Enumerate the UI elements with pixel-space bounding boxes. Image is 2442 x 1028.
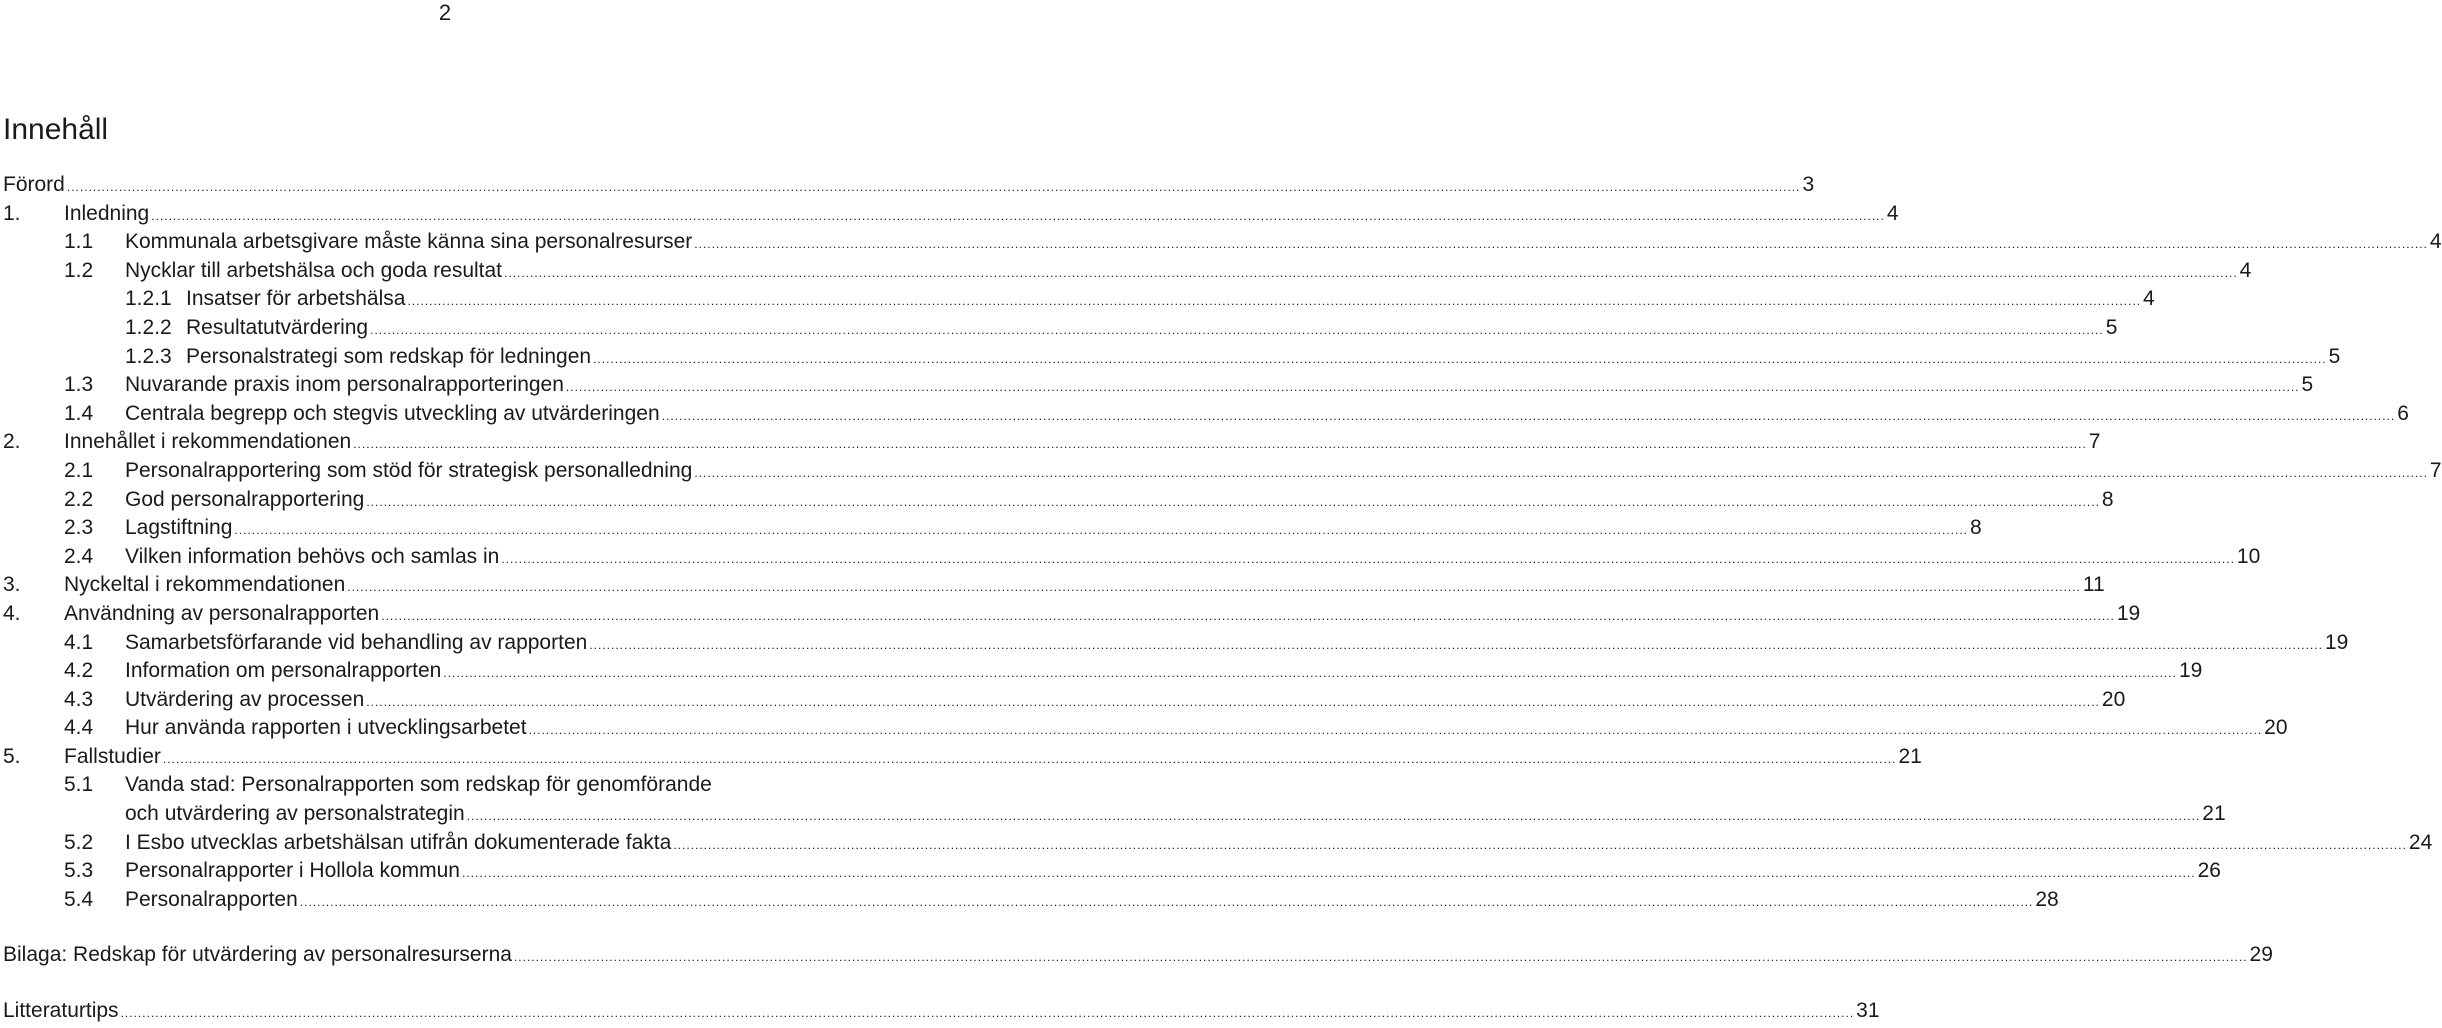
dot-leader: ................................................................................................................................................................................................................................................................................................................................................................................................................ — [66, 180, 1801, 194]
toc-line — [125, 829, 2433, 860]
toc-entry-number: 1.4 — [64, 401, 94, 425]
toc-entry-title: Information om personalrapporten — [125, 659, 442, 683]
dot-leader: ................................................................................................................................................................................................................................................................................................................................................................................................................ — [443, 666, 2177, 681]
dot-leader: ................................................................................................................................................................................................................................................................................................................................................................................................................ — [466, 809, 2201, 824]
toc-entry-title: Nyckeltal i rekommendationen — [64, 573, 346, 597]
toc-entry-2-3[interactable] — [0, 514, 1982, 543]
toc-entry-title: Vilken information behövs och samlas in — [125, 544, 500, 568]
toc-entry-number: 1.2.1 — [125, 287, 172, 311]
toc-entry-title: Nuvarande praxis inom personalrapporteringen — [125, 373, 564, 397]
toc-entry-title: Bilaga: Redskap för utvärdering av personalresurserna — [3, 943, 512, 967]
toc-entry-title: Fallstudier — [64, 744, 161, 768]
toc-line — [125, 543, 2261, 574]
toc-entry-litteraturtips[interactable] — [0, 997, 1880, 1026]
toc-entry-5-3[interactable] — [0, 857, 2221, 886]
toc-line — [64, 428, 2101, 459]
dot-leader: ................................................................................................................................................................................................................................................................................................................................................................................................................ — [513, 950, 2248, 965]
toc-entry-title: Kommunala arbetsgivare måste känna sina personalresurser — [125, 230, 693, 254]
toc-entry-page: 4 — [1886, 201, 1899, 225]
toc-entry-page: 31 — [1856, 999, 1880, 1023]
dot-leader: ................................................................................................................................................................................................................................................................................................................................................................................................................ — [353, 437, 2087, 452]
toc-entry-1-2[interactable] — [0, 257, 2252, 286]
toc-entry-title: Förord — [3, 173, 65, 196]
toc-entry-page: 19 — [2324, 630, 2349, 654]
toc-line — [125, 686, 2126, 717]
toc-entry-number: 4.1 — [64, 630, 94, 654]
toc-entry-title: Samarbetsförfarande vid behandling av rapporten — [125, 630, 588, 654]
dot-leader: ................................................................................................................................................................................................................................................................................................................................................................................................................ — [501, 551, 2235, 566]
toc-entry-number: 5.4 — [64, 887, 94, 911]
toc-entry-page: 21 — [2202, 802, 2226, 826]
toc-entry-2-1[interactable] — [0, 457, 2442, 486]
toc-entry-title: Personalrapporten — [125, 887, 298, 911]
toc-entry-page: 29 — [2249, 943, 2273, 967]
dot-leader: ................................................................................................................................................................................................................................................................................................................................................................................................................ — [565, 380, 2300, 395]
toc-line — [125, 800, 2226, 831]
toc-entry-page: 4 — [2143, 287, 2155, 311]
dot-leader: ................................................................................................................................................................................................................................................................................................................................................................................................................ — [593, 351, 2327, 366]
toc-entry-number: 1.2.3 — [125, 344, 172, 368]
dot-leader: ................................................................................................................................................................................................................................................................................................................................................................................................................ — [528, 723, 2263, 738]
toc-line — [64, 600, 2141, 631]
toc-entry-4-4[interactable] — [0, 714, 2288, 743]
toc-entry-page: 7 — [2429, 458, 2442, 482]
toc-line — [125, 400, 2409, 431]
toc-entry-page: 26 — [2197, 859, 2221, 883]
toc-entry-5-1[interactable] — [0, 771, 2226, 828]
toc-line — [186, 343, 2341, 374]
toc-line — [125, 657, 2203, 688]
dot-leader: ................................................................................................................................................................................................................................................................................................................................................................................................................ — [407, 294, 2142, 309]
dot-leader: ................................................................................................................................................................................................................................................................................................................................................................................................................ — [589, 637, 2323, 652]
toc-line — [125, 714, 2288, 745]
toc-entry-number: 2.3 — [64, 516, 94, 540]
toc-entry-page: 5 — [2301, 373, 2314, 397]
toc-entry-title: Användning av personalrapporten — [64, 601, 380, 625]
toc-entry-page: 6 — [2397, 401, 2409, 425]
dot-leader: ................................................................................................................................................................................................................................................................................................................................................................................................................ — [694, 237, 2428, 252]
toc-entry-title: Inledning — [64, 201, 150, 225]
toc-entry-5-4[interactable] — [0, 886, 2059, 915]
dot-leader: ................................................................................................................................................................................................................................................................................................................................................................................................................ — [366, 694, 2100, 709]
dot-leader: ................................................................................................................................................................................................................................................................................................................................................................................................................ — [366, 494, 2100, 509]
toc-entry-5-2[interactable] — [0, 829, 2433, 858]
toc-entry-bilaga[interactable] — [0, 941, 2273, 970]
dot-leader: ................................................................................................................................................................................................................................................................................................................................................................................................................ — [694, 465, 2428, 480]
toc-entry-1-2-1[interactable] — [0, 285, 2155, 314]
toc-line — [125, 514, 1982, 545]
toc-entry-page: 8 — [2101, 487, 2114, 511]
toc-line — [64, 200, 1899, 231]
toc-line — [125, 629, 2349, 660]
toc-entry-page: 11 — [2082, 573, 2105, 597]
toc-entry-3[interactable] — [0, 571, 2105, 600]
toc-entry-1[interactable] — [0, 200, 1899, 229]
toc-entry-title: Lagstiftning — [125, 516, 233, 540]
toc-entry-number: 1.1 — [64, 230, 94, 254]
toc-line — [64, 571, 2105, 602]
toc-entry-title: Personalrapportering som stöd för strategisk personalledning — [125, 458, 693, 482]
page-number: 2 — [438, 0, 452, 25]
toc-entry-page: 4 — [2429, 230, 2442, 254]
dot-leader: ................................................................................................................................................................................................................................................................................................................................................................................................................ — [234, 523, 1969, 538]
toc-line — [125, 371, 2314, 402]
toc-entry-1-4[interactable] — [0, 400, 2409, 429]
toc-entry-title: Hur använda rapporten i utvecklingsarbetet — [125, 716, 527, 740]
toc-entry-number: 5.1 — [64, 773, 94, 797]
toc-entry-page: 19 — [2178, 659, 2203, 683]
toc-entry-4-3[interactable] — [0, 686, 2126, 715]
table-of-contents — [0, 171, 2442, 1026]
toc-entry-page: 7 — [2088, 430, 2101, 454]
toc-entry-number: 4.2 — [64, 659, 94, 683]
toc-entry-title: Centrala begrepp och stegvis utveckling av utvärderingen — [125, 401, 660, 425]
toc-heading: Innehåll — [3, 113, 109, 146]
toc-entry-4-2[interactable] — [0, 657, 2203, 686]
toc-line — [3, 997, 1880, 1028]
toc-entry-page: 10 — [2236, 544, 2261, 568]
toc-entry-title: Litteraturtips — [3, 999, 119, 1023]
toc-entry-title: Nycklar till arbetshälsa och goda resultat — [125, 258, 503, 282]
toc-entry-5[interactable] — [0, 743, 1922, 772]
toc-entry-number: 4.4 — [64, 716, 94, 740]
toc-entry-title: Personalrapporter i Hollola kommun — [125, 859, 460, 883]
toc-entry-number: 2.1 — [64, 458, 94, 482]
toc-entry-number: 4. — [3, 601, 21, 625]
toc-entry-page: 4 — [2239, 258, 2252, 282]
toc-entry-title: Utvärdering av processen — [125, 687, 365, 711]
toc-entry-page: 20 — [2101, 687, 2126, 711]
toc-line — [125, 257, 2252, 288]
toc-entry-1-1[interactable] — [0, 228, 2442, 257]
toc-line — [125, 857, 2221, 888]
dot-leader: ................................................................................................................................................................................................................................................................................................................................................................................................................ — [347, 580, 2081, 595]
dot-leader: ................................................................................................................................................................................................................................................................................................................................................................................................................ — [462, 866, 2196, 881]
toc-entry-page: 5 — [2105, 315, 2118, 339]
toc-entry-title: Insatser för arbetshälsa — [186, 287, 406, 311]
toc-line — [125, 457, 2442, 488]
toc-line — [3, 941, 2273, 972]
toc-entry-number: 5.3 — [64, 859, 94, 883]
toc-entry-title: Personalstrategi som redskap för ledningen — [186, 344, 592, 368]
dot-leader: ................................................................................................................................................................................................................................................................................................................................................................................................................ — [120, 1006, 1855, 1021]
toc-entry-title: I Esbo utvecklas arbetshälsan utifrån dokumenterade fakta — [125, 830, 672, 854]
toc-entry-page: 20 — [2264, 716, 2288, 740]
dot-leader: ................................................................................................................................................................................................................................................................................................................................................................................................................ — [162, 751, 1897, 766]
toc-entry-page: 5 — [2328, 344, 2341, 368]
dot-leader: ................................................................................................................................................................................................................................................................................................................................................................................................................ — [299, 894, 2034, 909]
toc-line — [125, 886, 2059, 917]
toc-entry-title: Innehållet i rekommendationen — [64, 430, 352, 454]
toc-entry-page: 19 — [2116, 601, 2141, 625]
toc-entry-title: och utvärdering av personalstrategin — [125, 802, 465, 826]
dot-leader: ................................................................................................................................................................................................................................................................................................................................................................................................................ — [381, 608, 2115, 623]
toc-entry-1-2-3[interactable] — [0, 343, 2341, 372]
toc-entry-1-2-2[interactable] — [0, 314, 2118, 343]
toc-line — [3, 171, 1815, 202]
toc-entry-title-line1: Vanda stad: Personalrapporten som redskap för genomförande — [125, 773, 712, 797]
toc-entry-number: 1.3 — [64, 373, 94, 397]
toc-entry-page: 28 — [2035, 887, 2059, 911]
toc-line — [125, 228, 2442, 259]
toc-entry-page: 8 — [1970, 516, 1982, 540]
toc-entry-page: 21 — [1898, 744, 1922, 768]
toc-entry-1-3[interactable] — [0, 371, 2314, 400]
toc-entry-number: 1.2 — [64, 258, 94, 282]
toc-line — [186, 314, 2118, 345]
toc-entry-number: 3. — [3, 573, 21, 597]
toc-entry-title: Resultatutvärdering — [186, 315, 369, 339]
toc-entry-2-2[interactable] — [0, 486, 2114, 515]
toc-entry-page: 3 — [1802, 173, 1815, 196]
dot-leader: ................................................................................................................................................................................................................................................................................................................................................................................................................ — [504, 265, 2238, 280]
toc-entry-title: God personalrapportering — [125, 487, 365, 511]
toc-entry-page: 24 — [2408, 830, 2433, 854]
toc-entry-number: 4.3 — [64, 687, 94, 711]
toc-entry-forord[interactable] — [0, 171, 1815, 200]
dot-leader: ................................................................................................................................................................................................................................................................................................................................................................................................................ — [673, 837, 2407, 852]
toc-entry-number: 2.2 — [64, 487, 94, 511]
dot-leader: ................................................................................................................................................................................................................................................................................................................................................................................................................ — [151, 208, 1885, 223]
toc-entry-2-4[interactable] — [0, 543, 2261, 572]
toc-entry-number: 5. — [3, 744, 21, 768]
dot-leader: ................................................................................................................................................................................................................................................................................................................................................................................................................ — [370, 322, 2104, 337]
toc-entry-number: 1. — [3, 201, 21, 225]
toc-entry-number: 1.2.2 — [125, 315, 172, 339]
toc-entry-4-1[interactable] — [0, 629, 2349, 658]
toc-entry-number: 2. — [3, 430, 21, 454]
toc-entry-number: 2.4 — [64, 544, 94, 568]
toc-entry-number: 5.2 — [64, 830, 94, 854]
dot-leader: ................................................................................................................................................................................................................................................................................................................................................................................................................ — [661, 408, 2396, 423]
toc-line — [64, 743, 1922, 774]
toc-line — [186, 285, 2155, 316]
toc-line — [125, 486, 2114, 517]
toc-entry-4[interactable] — [0, 600, 2141, 629]
toc-entry-2[interactable] — [0, 428, 2101, 457]
